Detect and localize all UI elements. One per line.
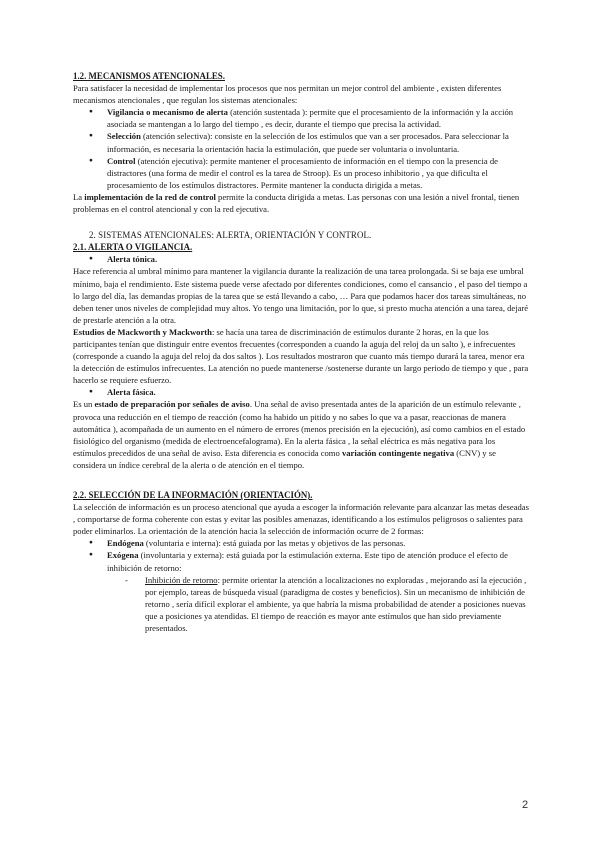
term-mackworth: Estudios de Mackworth y Mackworth — [73, 326, 212, 337]
list-item-endogena — [73, 537, 529, 549]
term-vigilancia: Vigilancia o mecanismo de alerta — [107, 107, 228, 118]
section-2-2-intro: La selección de información es un proceso atencional que ayuda a escoger la información relevante para alcanzar las metas deseadas , comportarse de forma coherente con estas y evitar las posibles amenazas, identificando a los estímulos peligrosos o salientes para poder eliminarlos. La orientación de la atención hacia la selección de información ocurre de 2 formas: — [73, 502, 529, 537]
text-endogena: (voluntaria e interna): está guiada por las metas y objetivos de las personas. — [143, 538, 406, 549]
term-red-control: implementación de la red de control — [84, 191, 216, 202]
term-seleccion: Selección — [107, 131, 141, 142]
term-endogena: Endógena — [107, 538, 144, 549]
text-exogena: (involuntaria y externa): está guiada por la estimulación externa. Este tipo de atención produce el efecto de inhibición de retorno: — [107, 550, 508, 573]
list-item-seleccion — [73, 130, 529, 154]
section-2-heading: 2. SISTEMAS ATENCIONALES: ALERTA, ORIENTACIÓN Y CONTROL. — [89, 230, 372, 241]
alerta-fasica-text — [73, 398, 529, 471]
closing-text: permite la conducta dirigida a metas. Las personas con una lesión a nivel frontal, tienen problemas en el control atencional y con la red ejecutiva. — [73, 191, 520, 215]
section-1-2-intro: Para satisfacer la necesidad de implementar los procesos que nos permitan un mejor control del ambiente , existen diferentes mecanismos atencionales , que regulan los sistemas atencionales: — [73, 83, 502, 106]
fasica-body: . Una señal de aviso presentada antes de la aparición de un estímulo relevante , provoca una reducción en el tiempo de reacción (como ha habido un pitido y no sabes lo que va a pasar, reaccionas de manera automática ), acompañada de un aumento en el número de errores (menos precisión en la ejecución), así como cambios en el estado fisiológico del organismo (medida de electroencefalograma). En la alerta fásica , la señal eléctrica es más negativa para los estímulos precedidos de una señal de aviso. Esta diferencia es conocida como — [73, 399, 526, 458]
tonica-list — [73, 253, 529, 265]
term-exogena: Exógena — [107, 550, 139, 561]
list-item-exogena — [73, 549, 529, 573]
list-item-inhibicion-retorno — [73, 574, 529, 634]
mackworth-paragraph — [73, 326, 529, 386]
section-1-2-heading: 1.2. MECANISMOS ATENCIONALES. — [73, 71, 225, 81]
closing-prefix: La — [73, 191, 85, 202]
page-number: 2 — [522, 799, 529, 811]
exogena-sublist — [73, 574, 529, 634]
alerta-tonica-text: Hace referencia al umbral mínimo para mantener la vigilancia durante la realización de una tarea prolongada. Si se baja ese umbral mínimo, baja el rendimiento. Este sistema puede verse afectado por diferentes condiciones, como el cansancio , el paso del tiempo a lo largo del día, las demandas propias de la tarea que se está llevando a cabo, … Para que podamos hacer dos tareas simultáneas, no deben tener unos niveles de complejidad muy altos. Yo tengo una limitación, por lo que, si presto mucha atención a una tarea, dejaré de prestarle atención a la otra. — [73, 266, 529, 325]
orientation-list — [73, 537, 529, 573]
section-2-2-heading: 2.2. SELECCIÓN DE LA INFORMACIÓN (ORIENTACIÓN). — [73, 490, 313, 500]
text-inhibicion-retorno: : permite orientar la atención a localizaciones no exploradas , mejorando así la ejecución , por ejemplo, tareas de búsqueda visual (paradigma de costes y beneficios). Sin un mecanismo de inhibición de retorno , sería difícil explorar el ambiente, ya que habría la misma probabilidad de atender a posiciones nuevas que a posiciones ya atendidas. El tiempo de reacción es mayor ante estímulos que han sido previamente presentados. — [145, 574, 527, 634]
list-item-vigilancia — [73, 106, 529, 130]
term-inhibicion-retorno: Inhibición de retorno — [145, 574, 218, 585]
term-preparacion: estado de preparación por señales de aviso — [94, 399, 250, 410]
fasica-end: (CNV) y se considera un índice cerebral de la alerta o de atención en el tiempo. — [73, 447, 496, 470]
list-item-control — [73, 155, 529, 191]
text-seleccion: (atención selectiva): consiste en la selección de los estímulos que van a ser procesados. Para seleccionar la información, es necesaria la orientación hacia la estimulación, que puede ser voluntaria o involuntaria. — [107, 131, 509, 154]
term-control: Control — [107, 155, 136, 166]
fasica-prefix: Es un — [73, 399, 95, 410]
alerta-fasica-label: ● Alerta fásica. — [73, 386, 529, 398]
alerta-tonica-label: ● Alerta tónica. — [73, 253, 529, 265]
section-2-1-heading: 2.1. ALERTA O VIGILANCIA. — [73, 242, 193, 253]
fasica-list — [73, 386, 529, 398]
text-control: (atención ejecutiva): permite mantener el procesamiento de información en el tiempo con la presencia de distractores (una forma de medir el control es la tarea de Stroop). Es un proceso inhibitorio , ya que dificulta el procesamiento de los estímulos distractores. Permite mantener la conducta dirigida a metas. — [107, 155, 498, 190]
term-cnv: variación contingente negativa — [341, 447, 455, 458]
mechanisms-list — [73, 106, 529, 191]
text-vigilancia: (atención sustentada ): permite que el procesamiento de la información y la acción asociada se mantengan a lo largo del tiempo , es decir, durante el tiempo que precisa la actividad. — [107, 107, 514, 130]
section-1-2-closing — [73, 191, 529, 215]
mackworth-text: : se hacía una tarea de discriminación de estímulos durante 2 horas, en la que los participantes tenían que distinguir entre eventos frecuentes (corresponden a cuando la aguja del reloj da un salto ), e infrecuentes (corresponde a cuando la aguja del reloj da dos saltos ). Los resultados mostraron que cuanto más tiempo durará la tarea, menor era la detección de estímulos infrecuentes. La atención no puede mantenerse /sostenerse durante un largo periodo de tiempo y que , para hacerlo se requiere esfuerzo. — [73, 326, 529, 386]
document-page — [73, 70, 529, 634]
